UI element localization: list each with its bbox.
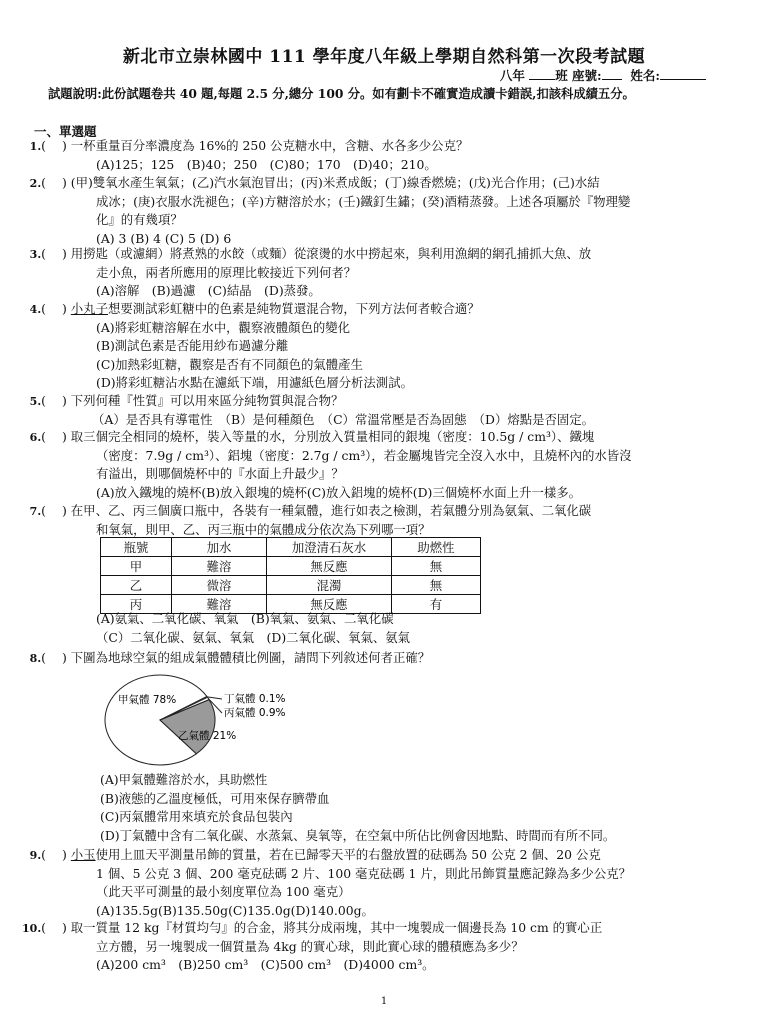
- table-cell: 無反應: [267, 557, 392, 576]
- option-b: (B)測試色素是否能用紗布過濾分離: [96, 338, 289, 354]
- question-text-cont: （此天平可測量的最小刻度單位為 100 毫克）: [96, 884, 351, 900]
- table-cell: 難溶: [172, 595, 267, 614]
- question-10: 10.( ) 取一質量 12 kg『材質均勻』的合金，將其分成兩塊，其中一塊製成一個邊長為 10 cm 的實心正 立方體，另一塊製成一個質量為 4kg 的實心球，則此實心球的體積應為多少？ (A)200 cm³ (B)250 cm³ (C)500 cm³ (D)4000 cm³。: [48, 919, 728, 975]
- question-text: 取一質量 12 kg『材質均勻』的合金，將其分成兩塊，其中一塊製成一個邊長為 10 cm 的實心正: [70, 920, 603, 935]
- class-blank: [529, 79, 555, 80]
- question-options: (A) 3 (B) 4 (C) 5 (D) 6: [96, 230, 232, 246]
- table-header: 加水: [172, 538, 267, 557]
- table-header: 加澄清石灰水: [267, 538, 392, 557]
- pie-label-gas-d: 丁氣體 0.1%: [224, 693, 286, 705]
- table-cell: 丙: [101, 595, 172, 614]
- name-label: 姓名:: [630, 68, 660, 83]
- pie-label-gas-c: 丙氣體 0.9%: [224, 707, 286, 719]
- exam-instructions: 試題說明:此份試題卷共 40 題,每題 2.5 分,總分 100 分。如有劃卡不確實造成讀卡錯誤,扣該科成績五分。: [48, 86, 635, 101]
- question-2: 2.( ) (甲)雙氧水產生氧氣；(乙)汽水氣泡冒出；(丙)米煮成飯；(丁)線香燃燒；(戊)光合作用；(己)水結 成冰；(庚)衣服水洗褪色；(辛)方糖溶於水；(壬)鐵釘生鏽；(癸)酒精蒸發。上述各項屬於『物理變 化』的有幾項？ (A) 3 (B) 4 (C) 5 (D) 6: [48, 174, 728, 248]
- name-blank: [660, 79, 706, 80]
- option-c: (C)丙氣體常用來填充於食品包裝內: [100, 809, 293, 825]
- question-3: 3.( ) 用撈匙（或濾網）將煮熟的水餃（或麵）從滾燙的水中撈起來，與利用漁網的網孔捕抓大魚、放 走小魚，兩者所應用的原理比較接近下列何者？ (A)溶解 (B)過濾 (C)結晶 (D)蒸發。: [48, 245, 728, 301]
- air-composition-pie-chart: [100, 672, 310, 772]
- student-name: 小玉: [70, 847, 96, 862]
- question-options: （A）是否具有導電性 （B）是何種顏色 （C）常溫常壓是否為固態 （D）熔點是否固定。: [92, 411, 595, 427]
- question-options: (A)125；125 (B)40；250 (C)80；170 (D)40；210。: [96, 156, 437, 172]
- class-seat-name-line: [500, 66, 706, 84]
- question-text: 使用上皿天平測量吊飾的質量，若在已歸零天平的右盤放置的砝碼為 50 公克 2 個、20 公克: [95, 847, 601, 862]
- exam-title: 新北市立崇林國中 111 學年度八年級上學期自然科第一次段考試題: [122, 47, 646, 67]
- question-9: 9.( ) 小玉使用上皿天平測量吊飾的質量，若在已歸零天平的右盤放置的砝碼為 50 公克 2 個、20 公克 1 個、5 公克 3 個、200 毫克砝碼 2 片、100 毫克砝碼 1 片，則此吊飾質量應記錄為多少公克？ （此天平可測量的最小刻度單位為 100 毫克） (A)135.5g(B)135.50g(C)135.0g(D)140.00g。: [48, 846, 728, 920]
- grade-label: 八年: [499, 68, 525, 83]
- section-title: 一、單選題: [34, 124, 97, 139]
- question-8: 8.( ) 下圖為地球空氣的組成氣體體積比例圖，請問下列敘述何者正確？: [29, 650, 431, 665]
- table-header: 瓶號: [101, 538, 172, 557]
- table-cell: 甲: [101, 557, 172, 576]
- option-d: (D)丁氣體中含有二氧化碳、水蒸氣、臭氧等，在空氣中所佔比例會因地點、時間而有所不同。: [100, 827, 616, 843]
- question-text-cont: 有溢出，則哪個燒杯中的『水面上升最少』？: [96, 466, 344, 482]
- question-text: 用撈匙（或濾網）將煮熟的水餃（或麵）從滾燙的水中撈起來，與利用漁網的網孔捕抓大魚、放: [70, 246, 592, 261]
- table-header: 助燃性: [392, 538, 481, 557]
- question-text-cont: 1 個、5 公克 3 個、200 毫克砝碼 2 片、100 毫克砝碼 1 片，則此吊飾質量應記錄為多少公克？: [96, 865, 631, 881]
- question-1: 1.( ) 一杯重量百分率濃度為 16%的 250 公克糖水中，含糖、水各多少公克？ (A)125；125 (B)40；250 (C)80；170 (D)40；210。: [48, 137, 728, 174]
- student-name: 小丸子: [70, 301, 108, 316]
- table-cell: 無: [392, 557, 481, 576]
- question-text-cont: 化』的有幾項？: [96, 212, 183, 228]
- question-options: (A)溶解 (B)過濾 (C)結晶 (D)蒸發。: [96, 283, 321, 299]
- question-5: 5.( ) 下列何種『性質』可以用來區分純物質與混合物？ （A）是否具有導電性 （B）是何種顏色 （C）常溫常壓是否為固態 （D）熔點是否固定。: [48, 392, 728, 429]
- question-8-options: [48, 771, 728, 845]
- pie-label-gas-b: 乙氣體 21%: [178, 730, 237, 742]
- question-text-cont: 走小魚，兩者所應用的原理比較接近下列何者？: [96, 264, 357, 280]
- question-7: 7.( ) 在甲、乙、丙三個廣口瓶中，各裝有一種氣體，進行如表之檢測，若氣體分別為氨氣、二氧化碳 和氧氣，則甲、乙、丙三瓶中的氣體成分依次為下列哪一項？: [48, 502, 728, 539]
- option-c: (C)加熱彩虹糖，觀察是否有不同顏色的氣體產生: [96, 356, 363, 372]
- question-text: (甲)雙氧水產生氧氣；(乙)汽水氣泡冒出；(丙)米煮成飯；(丁)線香燃燒；(戊)光合作用；(己)水結: [70, 175, 600, 190]
- option-d: (D)將彩虹糖沾水點在濾紙下端，用濾紙色層分析法測試。: [96, 375, 413, 391]
- option-b: (B)液態的乙溫度極低，可用來保存臍帶血: [100, 790, 330, 806]
- table-cell: 難溶: [172, 557, 267, 576]
- table-row: [101, 557, 481, 576]
- question-options: （C）二氧化碳、氨氣、氧氣 (D)二氧化碳、氧氣、氨氣: [96, 629, 411, 645]
- question-text: 取三個完全相同的燒杯，裝入等量的水，分別放入質量相同的銀塊（密度：10.5g / cm³）、鐵塊: [70, 429, 595, 444]
- question-6: 6.( ) 取三個完全相同的燒杯，裝入等量的水，分別放入質量相同的銀塊（密度：10.5g / cm³）、鐵塊 （密度：7.9g / cm³）、鋁塊（密度：2.7g / cm³），若金屬塊皆完全沒入水中，且燒杯內的水皆沒 有溢出，則哪個燒杯中的『水面上升最少』？ (A)放入鐵塊的燒杯(B)放入銀塊的燒杯(C)放入鋁塊的燒杯(D)三個燒杯水面上升一樣多。: [48, 428, 728, 502]
- question-options: (A)200 cm³ (B)250 cm³ (C)500 cm³ (D)4000 cm³。: [96, 957, 435, 973]
- question-text: 一杯重量百分率濃度為 16%的 250 公克糖水中，含糖、水各多少公克？: [70, 138, 469, 153]
- question-7-options: [48, 610, 728, 647]
- option-a: (A)甲氣體難溶於水，具助燃性: [100, 772, 268, 787]
- table-row: [101, 576, 481, 595]
- table-cell: 無反應: [267, 595, 392, 614]
- question-text: 想要測試彩虹糖中的色素是純物質還混合物，下列方法何者較合適？: [107, 301, 480, 316]
- option-a: (A)將彩虹糖溶解在水中，觀察液體顏色的變化: [96, 319, 351, 335]
- page-number: 1: [380, 996, 388, 1007]
- question-text-cont: 立方體，另一塊製成一個質量為 4kg 的實心球，則此實心球的體積應為多少？: [96, 938, 524, 954]
- question-text-cont: 成冰；(庚)衣服水洗褪色；(辛)方糖溶於水；(壬)鐵釘生鏽；(癸)酒精蒸發。上述各項屬於『物理變: [96, 193, 631, 209]
- table-cell: 微溶: [172, 576, 267, 595]
- table-cell: 有: [392, 595, 481, 614]
- pie-label-gas-a: 甲氣體 78%: [118, 694, 177, 706]
- question-text-cont: 和氧氣，則甲、乙、丙三瓶中的氣體成分依次為下列哪一項？: [96, 521, 431, 537]
- question-text: 下圖為地球空氣的組成氣體體積比例圖，請問下列敘述何者正確？: [70, 650, 431, 665]
- table-cell: 無: [392, 576, 481, 595]
- question-text: 下列何種『性質』可以用來區分純物質與混合物？: [70, 393, 344, 408]
- question-number: 1.(: [29, 138, 46, 153]
- question-text: 在甲、乙、丙三個廣口瓶中，各裝有一種氣體，進行如表之檢測，若氣體分別為氨氣、二氧化碳: [70, 503, 592, 518]
- question-options: (A)氨氣、二氧化碳、氧氣 (B)氧氣、氨氣、二氧化碳: [96, 611, 394, 626]
- question-text-cont: （密度：7.9g / cm³）、鋁塊（密度：2.7g / cm³），若金屬塊皆完全沒入水中，且燒杯內的水皆沒: [96, 447, 632, 463]
- question-options: (A)135.5g(B)135.50g(C)135.0g(D)140.00g。: [96, 902, 374, 918]
- leader-line-gas-d: [207, 697, 222, 699]
- table-cell: 混濁: [267, 576, 392, 595]
- table-cell: 乙: [101, 576, 172, 595]
- gas-test-table: [100, 537, 481, 614]
- table-header-row: [101, 538, 481, 557]
- question-4: 4.( ) 小丸子想要測試彩虹糖中的色素是純物質還混合物，下列方法何者較合適？ (A)將彩虹糖溶解在水中，觀察液體顏色的變化 (B)測試色素是否能用紗布過濾分離 (C)加熱彩虹糖，觀察是否有不同顏色的氣體產生 (D)將彩虹糖沾水點在濾紙下端，用濾紙色層分析法測試。: [48, 300, 728, 393]
- class-seat-label: 班 座號:: [555, 68, 602, 83]
- seat-blank: [602, 79, 622, 80]
- question-options: (A)放入鐵塊的燒杯(B)放入銀塊的燒杯(C)放入鋁塊的燒杯(D)三個燒杯水面上升一樣多。: [96, 484, 582, 500]
